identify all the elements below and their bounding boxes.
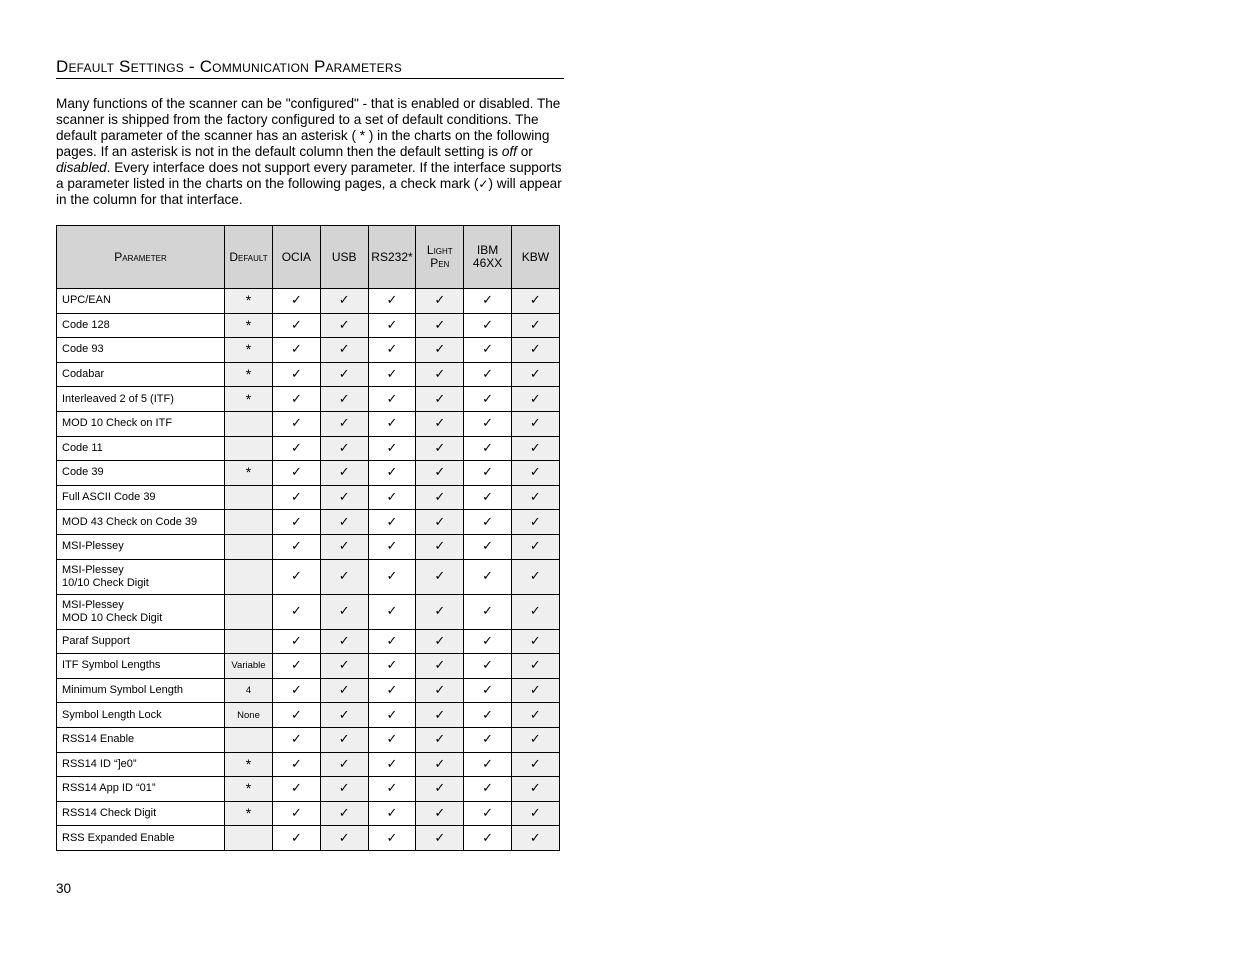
check-mark-icon: ✓	[368, 485, 416, 510]
check-mark-icon: ✓	[273, 678, 321, 703]
header-parameter: Parameter	[57, 226, 225, 289]
parameter-name	[57, 313, 225, 338]
table-row	[57, 826, 560, 851]
table-row	[57, 436, 560, 461]
check-mark-icon: ✓	[368, 313, 416, 338]
check-mark-icon: ✓	[368, 801, 416, 826]
parameter-name	[57, 727, 225, 752]
check-mark-icon: ✓	[416, 559, 464, 594]
check-mark-icon: ✓	[511, 387, 559, 412]
check-mark-icon: ✓	[511, 727, 559, 752]
table-row	[57, 411, 560, 436]
parameter-name-line1: Full ASCII Code 39	[62, 491, 156, 504]
check-mark-icon: ✓	[368, 826, 416, 851]
parameter-name-line1: Code 39	[62, 466, 104, 479]
parameter-name-line1: RSS14 Enable	[62, 733, 135, 746]
parameter-name-line1: Code 11	[62, 441, 103, 454]
check-mark-icon: ✓	[464, 313, 512, 338]
check-mark-icon: ✓	[273, 703, 321, 728]
parameter-name	[57, 678, 225, 703]
check-mark-icon: ✓	[273, 362, 321, 387]
check-mark-icon: ✓	[464, 703, 512, 728]
check-mark-icon: ✓	[464, 559, 512, 594]
parameter-name	[57, 559, 225, 594]
check-mark-icon: ✓	[464, 411, 512, 436]
check-mark-icon: ✓	[416, 534, 464, 559]
check-mark-icon: ✓	[273, 826, 321, 851]
check-mark-icon: ✓	[368, 678, 416, 703]
parameter-name-line1: Codabar	[62, 368, 105, 381]
parameter-name-line1: RSS14 App ID “01”	[62, 782, 156, 795]
table-row	[57, 727, 560, 752]
table-row	[57, 703, 560, 728]
check-mark-icon: ✓	[273, 387, 321, 412]
check-mark-icon: ✓	[273, 338, 321, 363]
check-mark-icon: ✓	[464, 534, 512, 559]
intro-text-3: ) will appear in the column for that interface.	[56, 176, 562, 207]
check-mark-icon: ✓	[416, 727, 464, 752]
check-mark-icon: ✓	[464, 678, 512, 703]
header-ocia: OCIA	[273, 226, 321, 289]
parameter-name-line1: MSI-Plessey	[62, 540, 124, 553]
check-mark-icon: ✓	[273, 289, 321, 314]
check-mark-icon: ✓	[511, 826, 559, 851]
check-mark-icon: ✓	[464, 387, 512, 412]
parameter-name-line1: RSS14 ID “]e0”	[62, 757, 137, 770]
default-value	[225, 411, 273, 436]
header-light-pen-line2: Pen	[430, 256, 450, 270]
check-mark-icon: ✓	[368, 703, 416, 728]
parameter-name	[57, 362, 225, 387]
check-mark-icon: ✓	[511, 411, 559, 436]
table-row	[57, 461, 560, 486]
header-light-pen	[416, 226, 464, 289]
check-mark-icon: ✓	[464, 801, 512, 826]
parameter-name	[57, 338, 225, 363]
check-mark-icon: ✓	[368, 594, 416, 629]
check-mark-icon: ✓	[416, 629, 464, 654]
header-light-pen-line1: Light	[426, 243, 453, 257]
default-value: None	[225, 703, 273, 728]
parameter-name-line1: ITF Symbol Lengths	[62, 659, 161, 672]
check-mark-icon: ✓	[320, 313, 368, 338]
parameter-name-line1: MOD 10 Check on ITF	[62, 417, 173, 430]
check-mark-icon: ✓	[511, 801, 559, 826]
default-value	[225, 629, 273, 654]
check-mark-icon: ✓	[511, 654, 559, 679]
check-mark-icon: ✓	[511, 678, 559, 703]
check-mark-icon: ✓	[416, 411, 464, 436]
check-mark-icon: ✓	[320, 826, 368, 851]
check-mark-icon: ✓	[273, 411, 321, 436]
check-mark-icon: ✓	[273, 559, 321, 594]
parameter-name	[57, 594, 225, 629]
check-mark-icon: ✓	[511, 485, 559, 510]
check-mark-icon: ✓	[511, 313, 559, 338]
check-mark-icon: ✓	[273, 752, 321, 777]
check-mark-icon: ✓	[464, 752, 512, 777]
check-mark-icon: ✓	[368, 510, 416, 535]
check-mark-icon: ✓	[368, 752, 416, 777]
check-mark-icon: ✓	[273, 629, 321, 654]
parameter-name-line1: MSI-Plessey	[62, 563, 124, 576]
check-mark-icon: ✓	[464, 629, 512, 654]
check-mark-icon: ✓	[320, 338, 368, 363]
check-mark-icon: ✓	[464, 362, 512, 387]
check-mark-icon: ✓	[368, 461, 416, 486]
check-mark-icon: ✓	[511, 559, 559, 594]
check-mark-icon: ✓	[416, 752, 464, 777]
check-mark-icon: ✓	[416, 362, 464, 387]
check-mark-icon: ✓	[368, 629, 416, 654]
table-row	[57, 594, 560, 629]
check-mark-icon: ✓	[416, 654, 464, 679]
default-value	[225, 559, 273, 594]
intro-disabled: disabled	[56, 160, 107, 175]
check-mark-icon: ✓	[320, 534, 368, 559]
parameter-name-line1: Code 128	[62, 318, 110, 331]
check-mark-icon: ✓	[320, 461, 368, 486]
check-mark-icon: ✓	[368, 777, 416, 802]
parameter-name-line1: RSS14 Check Digit	[62, 806, 157, 819]
table-row	[57, 313, 560, 338]
check-mark-icon: ✓	[368, 289, 416, 314]
table-row	[57, 485, 560, 510]
header-ibm-line2: 46XX	[472, 256, 503, 270]
check-mark-icon: ✓	[464, 485, 512, 510]
check-mark-icon: ✓	[416, 313, 464, 338]
parameter-name	[57, 777, 225, 802]
check-mark-icon: ✓	[464, 436, 512, 461]
check-mark-icon: ✓	[464, 594, 512, 629]
parameter-name-line1: Interleaved 2 of 5 (ITF)	[62, 392, 174, 405]
parameter-name-line2: MOD 10 Check Digit	[62, 611, 163, 624]
header-ibm-46xx	[464, 226, 512, 289]
check-mark-icon: ✓	[511, 534, 559, 559]
table-row	[57, 801, 560, 826]
parameter-name	[57, 629, 225, 654]
check-mark-icon: ✓	[320, 289, 368, 314]
table-row	[57, 534, 560, 559]
check-mark-icon: ✓	[273, 313, 321, 338]
intro-paragraph	[56, 96, 564, 208]
check-mark-icon: ✓	[368, 654, 416, 679]
check-mark-icon: ✓	[416, 777, 464, 802]
check-mark-icon: ✓	[320, 703, 368, 728]
table-row	[57, 362, 560, 387]
check-mark-icon: ✓	[368, 411, 416, 436]
check-mark-icon: ✓	[416, 485, 464, 510]
check-mark-icon: ✓	[368, 387, 416, 412]
check-mark-icon: ✓	[368, 534, 416, 559]
default-value	[225, 727, 273, 752]
parameters-table	[56, 225, 560, 851]
intro-off: off	[501, 144, 517, 159]
check-mark-icon: ✓	[416, 594, 464, 629]
table-row	[57, 338, 560, 363]
check-mark-icon: ✓	[416, 801, 464, 826]
check-mark-icon: ✓	[478, 177, 489, 191]
check-mark-icon: ✓	[273, 461, 321, 486]
check-mark-icon: ✓	[273, 594, 321, 629]
check-mark-icon: ✓	[511, 289, 559, 314]
parameter-name	[57, 826, 225, 851]
check-mark-icon: ✓	[416, 289, 464, 314]
check-mark-icon: ✓	[320, 777, 368, 802]
intro-or: or	[516, 144, 533, 159]
parameter-name	[57, 752, 225, 777]
check-mark-icon: ✓	[320, 485, 368, 510]
parameter-name-line1: MSI-Plessey	[62, 598, 124, 611]
check-mark-icon: ✓	[416, 387, 464, 412]
check-mark-icon: ✓	[273, 777, 321, 802]
check-mark-icon: ✓	[273, 534, 321, 559]
default-value	[225, 534, 273, 559]
check-mark-icon: ✓	[273, 436, 321, 461]
check-mark-icon: ✓	[320, 411, 368, 436]
table-row	[57, 289, 560, 314]
parameter-name	[57, 436, 225, 461]
parameter-name	[57, 411, 225, 436]
parameter-name	[57, 387, 225, 412]
page-heading: Default Settings - Communication Parameters	[56, 58, 564, 79]
default-value: *	[225, 801, 273, 826]
check-mark-icon: ✓	[416, 678, 464, 703]
default-value	[225, 485, 273, 510]
default-value	[225, 826, 273, 851]
parameter-name	[57, 654, 225, 679]
header-ibm-line1: IBM	[476, 243, 499, 257]
check-mark-icon: ✓	[368, 559, 416, 594]
default-value	[225, 436, 273, 461]
default-value: 4	[225, 678, 273, 703]
check-mark-icon: ✓	[320, 654, 368, 679]
default-value: *	[225, 752, 273, 777]
default-value	[225, 510, 273, 535]
default-value: *	[225, 289, 273, 314]
parameter-name	[57, 703, 225, 728]
check-mark-icon: ✓	[464, 289, 512, 314]
check-mark-icon: ✓	[464, 654, 512, 679]
check-mark-icon: ✓	[416, 461, 464, 486]
default-value: *	[225, 362, 273, 387]
check-mark-icon: ✓	[511, 362, 559, 387]
default-value: *	[225, 777, 273, 802]
intro-text-1: Many functions of the scanner can be "configured" - that is enabled or disabled. The scanner is shipped from the factory configured to a set of default conditions. The default parameter of the scanner has an asterisk ( * ) in the charts on the following pages. If an asterisk is not in the default column then the default setting is	[56, 96, 561, 159]
parameter-name-line1: Minimum Symbol Length	[62, 684, 184, 697]
table-header-row	[57, 226, 560, 289]
check-mark-icon: ✓	[511, 752, 559, 777]
parameter-name-line1: MOD 43 Check on Code 39	[62, 515, 198, 528]
header-kbw: KBW	[511, 226, 559, 289]
check-mark-icon: ✓	[320, 801, 368, 826]
check-mark-icon: ✓	[464, 461, 512, 486]
table-row	[57, 510, 560, 535]
parameter-name-line1: UPC/EAN	[62, 294, 111, 307]
table-row	[57, 678, 560, 703]
parameter-name-line1: RSS Expanded Enable	[62, 831, 175, 844]
check-mark-icon: ✓	[273, 727, 321, 752]
check-mark-icon: ✓	[511, 703, 559, 728]
page-number: 30	[56, 881, 72, 896]
check-mark-icon: ✓	[416, 826, 464, 851]
table-row	[57, 654, 560, 679]
table-row	[57, 777, 560, 802]
table-row	[57, 387, 560, 412]
check-mark-icon: ✓	[368, 436, 416, 461]
default-value: *	[225, 313, 273, 338]
check-mark-icon: ✓	[368, 338, 416, 363]
check-mark-icon: ✓	[416, 436, 464, 461]
table-row	[57, 629, 560, 654]
default-value: Variable	[225, 654, 273, 679]
check-mark-icon: ✓	[273, 654, 321, 679]
check-mark-icon: ✓	[416, 338, 464, 363]
check-mark-icon: ✓	[273, 485, 321, 510]
check-mark-icon: ✓	[416, 510, 464, 535]
check-mark-icon: ✓	[464, 727, 512, 752]
intro-text-2: . Every interface does not support every parameter. If the interface supports a parameter listed in the charts on the following pages, a check mark (	[56, 160, 562, 191]
parameter-name-line1: Paraf Support	[62, 634, 130, 647]
parameter-name	[57, 534, 225, 559]
table-row	[57, 752, 560, 777]
header-usb: USB	[320, 226, 368, 289]
parameter-name	[57, 801, 225, 826]
check-mark-icon: ✓	[273, 801, 321, 826]
check-mark-icon: ✓	[368, 362, 416, 387]
check-mark-icon: ✓	[320, 436, 368, 461]
check-mark-icon: ✓	[320, 387, 368, 412]
check-mark-icon: ✓	[320, 559, 368, 594]
check-mark-icon: ✓	[320, 752, 368, 777]
parameter-name	[57, 461, 225, 486]
check-mark-icon: ✓	[464, 510, 512, 535]
check-mark-icon: ✓	[511, 777, 559, 802]
header-rs232: RS232*	[368, 226, 416, 289]
parameter-name	[57, 289, 225, 314]
header-default: Default	[225, 226, 273, 289]
default-value: *	[225, 387, 273, 412]
check-mark-icon: ✓	[416, 703, 464, 728]
parameter-name-line1: Code 93	[62, 343, 104, 356]
table-row	[57, 559, 560, 594]
check-mark-icon: ✓	[511, 338, 559, 363]
check-mark-icon: ✓	[320, 678, 368, 703]
parameter-name-line1: Symbol Length Lock	[62, 708, 162, 721]
check-mark-icon: ✓	[464, 826, 512, 851]
check-mark-icon: ✓	[464, 338, 512, 363]
check-mark-icon: ✓	[511, 436, 559, 461]
default-value: *	[225, 461, 273, 486]
check-mark-icon: ✓	[320, 510, 368, 535]
check-mark-icon: ✓	[320, 362, 368, 387]
check-mark-icon: ✓	[511, 629, 559, 654]
check-mark-icon: ✓	[511, 594, 559, 629]
check-mark-icon: ✓	[320, 629, 368, 654]
parameter-name-line2: 10/10 Check Digit	[62, 576, 149, 589]
check-mark-icon: ✓	[464, 777, 512, 802]
default-value	[225, 594, 273, 629]
check-mark-icon: ✓	[511, 461, 559, 486]
check-mark-icon: ✓	[273, 510, 321, 535]
parameter-name	[57, 510, 225, 535]
check-mark-icon: ✓	[368, 727, 416, 752]
parameter-name	[57, 485, 225, 510]
check-mark-icon: ✓	[320, 727, 368, 752]
check-mark-icon: ✓	[511, 510, 559, 535]
check-mark-icon: ✓	[320, 594, 368, 629]
default-value: *	[225, 338, 273, 363]
